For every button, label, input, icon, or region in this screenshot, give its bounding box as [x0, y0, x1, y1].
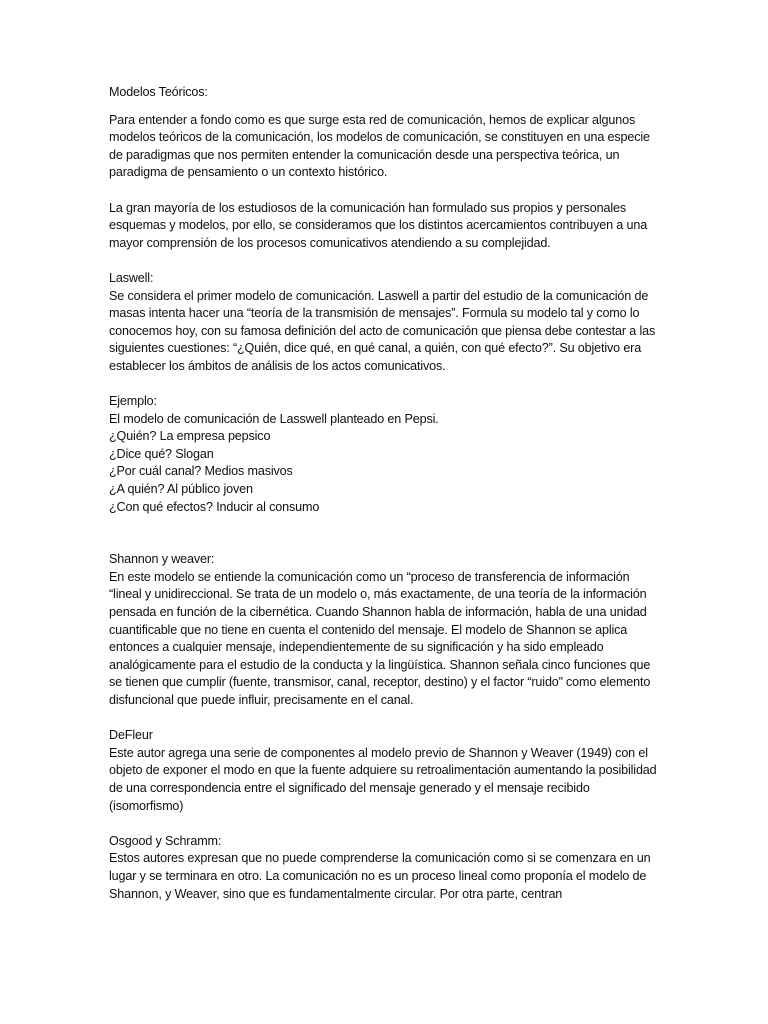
section-title-defleur: DeFleur	[109, 728, 153, 743]
ejemplo-line: ¿A quién? Al público joven	[109, 482, 253, 497]
section-shannon-weaver	[109, 551, 661, 709]
section-title-osgood-schramm: Osgood y Schramm:	[109, 833, 222, 848]
section-laswell	[109, 270, 661, 376]
section-osgood-schramm	[109, 833, 661, 903]
ejemplo-line: El modelo de comunicación de Lasswell planteado en Pepsi.	[109, 411, 439, 426]
section-defleur	[109, 727, 661, 815]
section-text-laswell: Se considera el primer modelo de comunicación. Laswell a partir del estudio de la comunicación de masas intenta hacer una “teoría de la transmisión de mensajes”. Formula su modelo tal y como lo conocemos hoy, con su famosa definición del acto de comunicación que piensa debe contestar a las siguientes cuestiones: “¿Quién, dice qué, en qué canal, a quién, con qué efecto?”. Su objetivo era establecer los ámbitos de análisis de los actos comunicativos.	[109, 288, 656, 373]
section-text-shannon-weaver: En este modelo se entiende la comunicación como un “proceso de transferencia de información “lineal y unidireccional. Se trata de un modelo o, más exactamente, de una teoría de la información pensada en función de la cibernética. Cuando Shannon habla de información, habla de una unidad cuantificable que no tiene en cuenta el contenido del mensaje. El modelo de Shannon se aplica entonces a cualquier mensaje, independientemente de su significación y ha sido empleado analógicamente para el estudio de la conducta y la lingüística. Shannon señala cinco funciones que se tienen que cumplir (fuente, transmisor, canal, receptor, destino) y el factor “ruido” como elemento disfuncional que puede influir, precisamente en el canal.	[109, 569, 651, 707]
ejemplo-line: ¿Dice qué? Slogan	[109, 446, 214, 461]
section-text-osgood-schramm: Estos autores expresan que no puede comprenderse la comunicación como si se comenzara en un lugar y se terminara en otro. La comunicación no es un proceso lineal como proponía el modelo de Shannon, y Weaver, sino que es fundamentalmente circular. Por otra parte, centran	[109, 851, 651, 901]
ejemplo-line: ¿Con qué efectos? Inducir al consumo	[109, 499, 320, 514]
intro-paragraph-1: Para entender a fondo como es que surge esta red de comunicación, hemos de explicar algunos modelos teóricos de la comunicación, los modelos de comunicación, se constituyen en una especie de paradigmas que nos permiten entender la comunicación desde una perspectiva teórica, un paradigma de pensamiento o un contexto histórico.	[109, 112, 650, 180]
intro-paragraph-2: La gran mayoría de los estudiosos de la comunicación han formulado sus propios y personales esquemas y modelos, por ello, se consideramos que los distintos acercamientos contribuyen a una mayor comprensión de los procesos comunicativos atendiendo a su complejidad.	[109, 200, 648, 250]
ejemplo-line: ¿Quién? La empresa pepsico	[109, 429, 271, 444]
section-title-laswell: Laswell:	[109, 270, 154, 285]
section-title-ejemplo: Ejemplo:	[109, 394, 157, 409]
document-body	[109, 84, 661, 921]
ejemplo-line: ¿Por cuál canal? Medios masivos	[109, 464, 293, 479]
document-title: Modelos Teóricos:	[109, 85, 208, 99]
section-ejemplo	[109, 393, 661, 516]
section-title-shannon-weaver: Shannon y weaver:	[109, 552, 215, 567]
section-text-defleur: Este autor agrega una serie de componentes al modelo previo de Shannon y Weaver (1949) con el objeto de exponer el modo en que la fuente adquiere su retroalimentación aumentando la posibilidad de una correspondencia entre el significado del mensaje generado y el mensaje recibido (isomorfismo)	[109, 745, 657, 813]
